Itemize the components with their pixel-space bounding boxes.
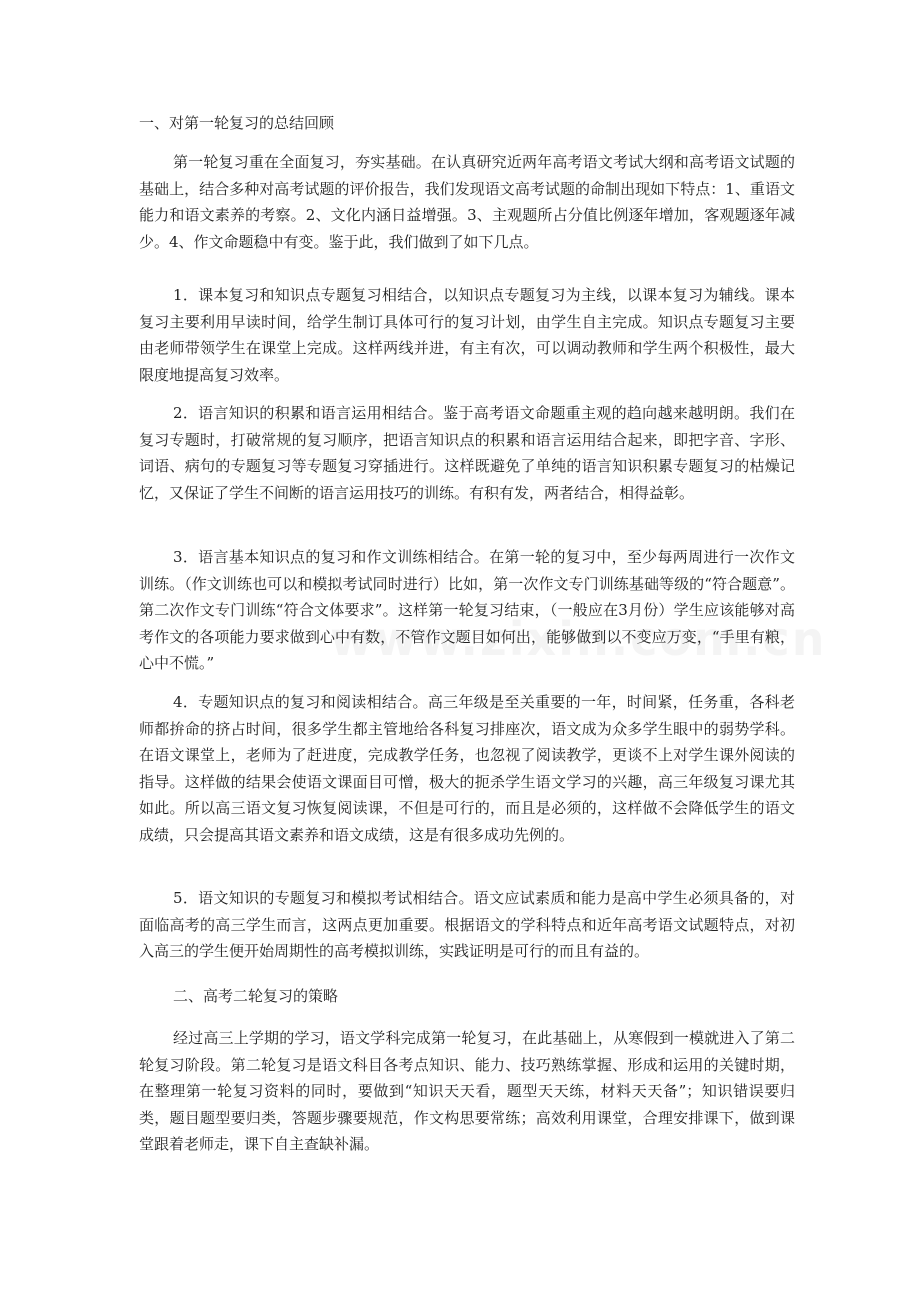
paragraph-point-5: 5．语文知识的专题复习和模拟考试相结合。语文应试素质和能力是高中学生必须具备的，对面临高考的高三学生而言，这两点更加重要。根据语文的学科特点和近年高考语文试题特点，对初入高三的学生便开始周期性的高考模拟训练，实践证明是可行的而且有益的。 (139, 889, 795, 960)
paragraph-point-1: 1．课本复习和知识点专题复习相结合，以知识点专题复习为主线，以课本复习为辅线。课本复习主要利用早读时间，给学生制订具体可行的复习计划，由学生自主完成。知识点专题复习主要由老师带领学生在课堂上完成。这样两线并进，有主有次，可以调动教师和学生两个积极性，最大限度地提高复习效率。 (139, 286, 795, 384)
paragraph-intro: 第一轮复习重在全面复习，夯实基础。在认真研究近两年高考语文考试大纲和高考语文试题的基础上，结合多种对高考试题的评价报告，我们发现语文高考试题的命制出现如下特点：1、重语文能力和语文素养的考察。2、文化内涵日益增强。3、主观题所占分值比例逐年增加，客观题逐年减少。4、作文命题稳中有变。鉴于此，我们做到了如下几点。 (139, 153, 795, 251)
section-heading-round-one-review: 一、对第一轮复习的总结回顾 (139, 114, 335, 132)
paragraph-point-2: 2．语言知识的积累和语言运用相结合。鉴于高考语文命题重主观的趋向越来越明朗。我们在复习专题时，打破常规的复习顺序，把语言知识点的积累和语言运用结合起来，即把字音、字形、词语、病句的专题复习等专题复习穿插进行。这样既避免了单纯的语言知识积累专题复习的枯燥记忆，又保证了学生不间断的语言运用技巧的训练。有积有发，两者结合，相得益彰。 (139, 404, 795, 502)
paragraph-round-two: 经过高三上学期的学习，语文学科完成第一轮复习，在此基础上，从寒假到一模就进入了第二轮复习阶段。第二轮复习是语文科目各考点知识、能力、技巧熟练掌握、形成和运用的关键时期，在整理第一轮复习资料的同时，要做到“知识天天看，题型天天练，材料天天备”；知识错误要归类，题目题型要归类，答题步骤要规范，作文构思要常练；高效利用课堂，合理安排课下，做到课堂跟着老师走，课下自主查缺补漏。 (139, 1029, 795, 1153)
section-heading-round-two-strategy: 二、高考二轮复习的策略 (173, 987, 339, 1005)
paragraph-point-3: 3．语言基本知识点的复习和作文训练相结合。在第一轮的复习中，至少每两周进行一次作文训练。（作文训练也可以和模拟考试同时进行）比如，第一次作文专门训练基础等级的“符合题意”。第二次作文专门训练“符合文体要求”。这样第一轮复习结束，（一般应在3月份）学生应该能够对高考作文的各项能力要求做到心中有数，不管作文题目如何出，能够做到以不变应万变，“手里有粮，心中不慌。” (139, 548, 795, 672)
paragraph-point-4: 4．专题知识点的复习和阅读相结合。高三年级是至关重要的一年，时间紧，任务重，各科老师都拚命的挤占时间，很多学生都主管地给各科复习排座次，语文成为众多学生眼中的弱势学科。在语文课堂上，老师为了赶进度，完成教学任务，也忽视了阅读教学，更谈不上对学生课外阅读的指导。这样做的结果会使语文课面目可憎，极大的扼杀学生语文学习的兴趣，高三年级复习课尤其如此。所以高三语文复习恢复阅读课，不但是可行的，而且是必须的，这样做不会降低学生的语文成绩，只会提高其语文素养和语文成绩，这是有很多成功先例的。 (139, 693, 795, 844)
